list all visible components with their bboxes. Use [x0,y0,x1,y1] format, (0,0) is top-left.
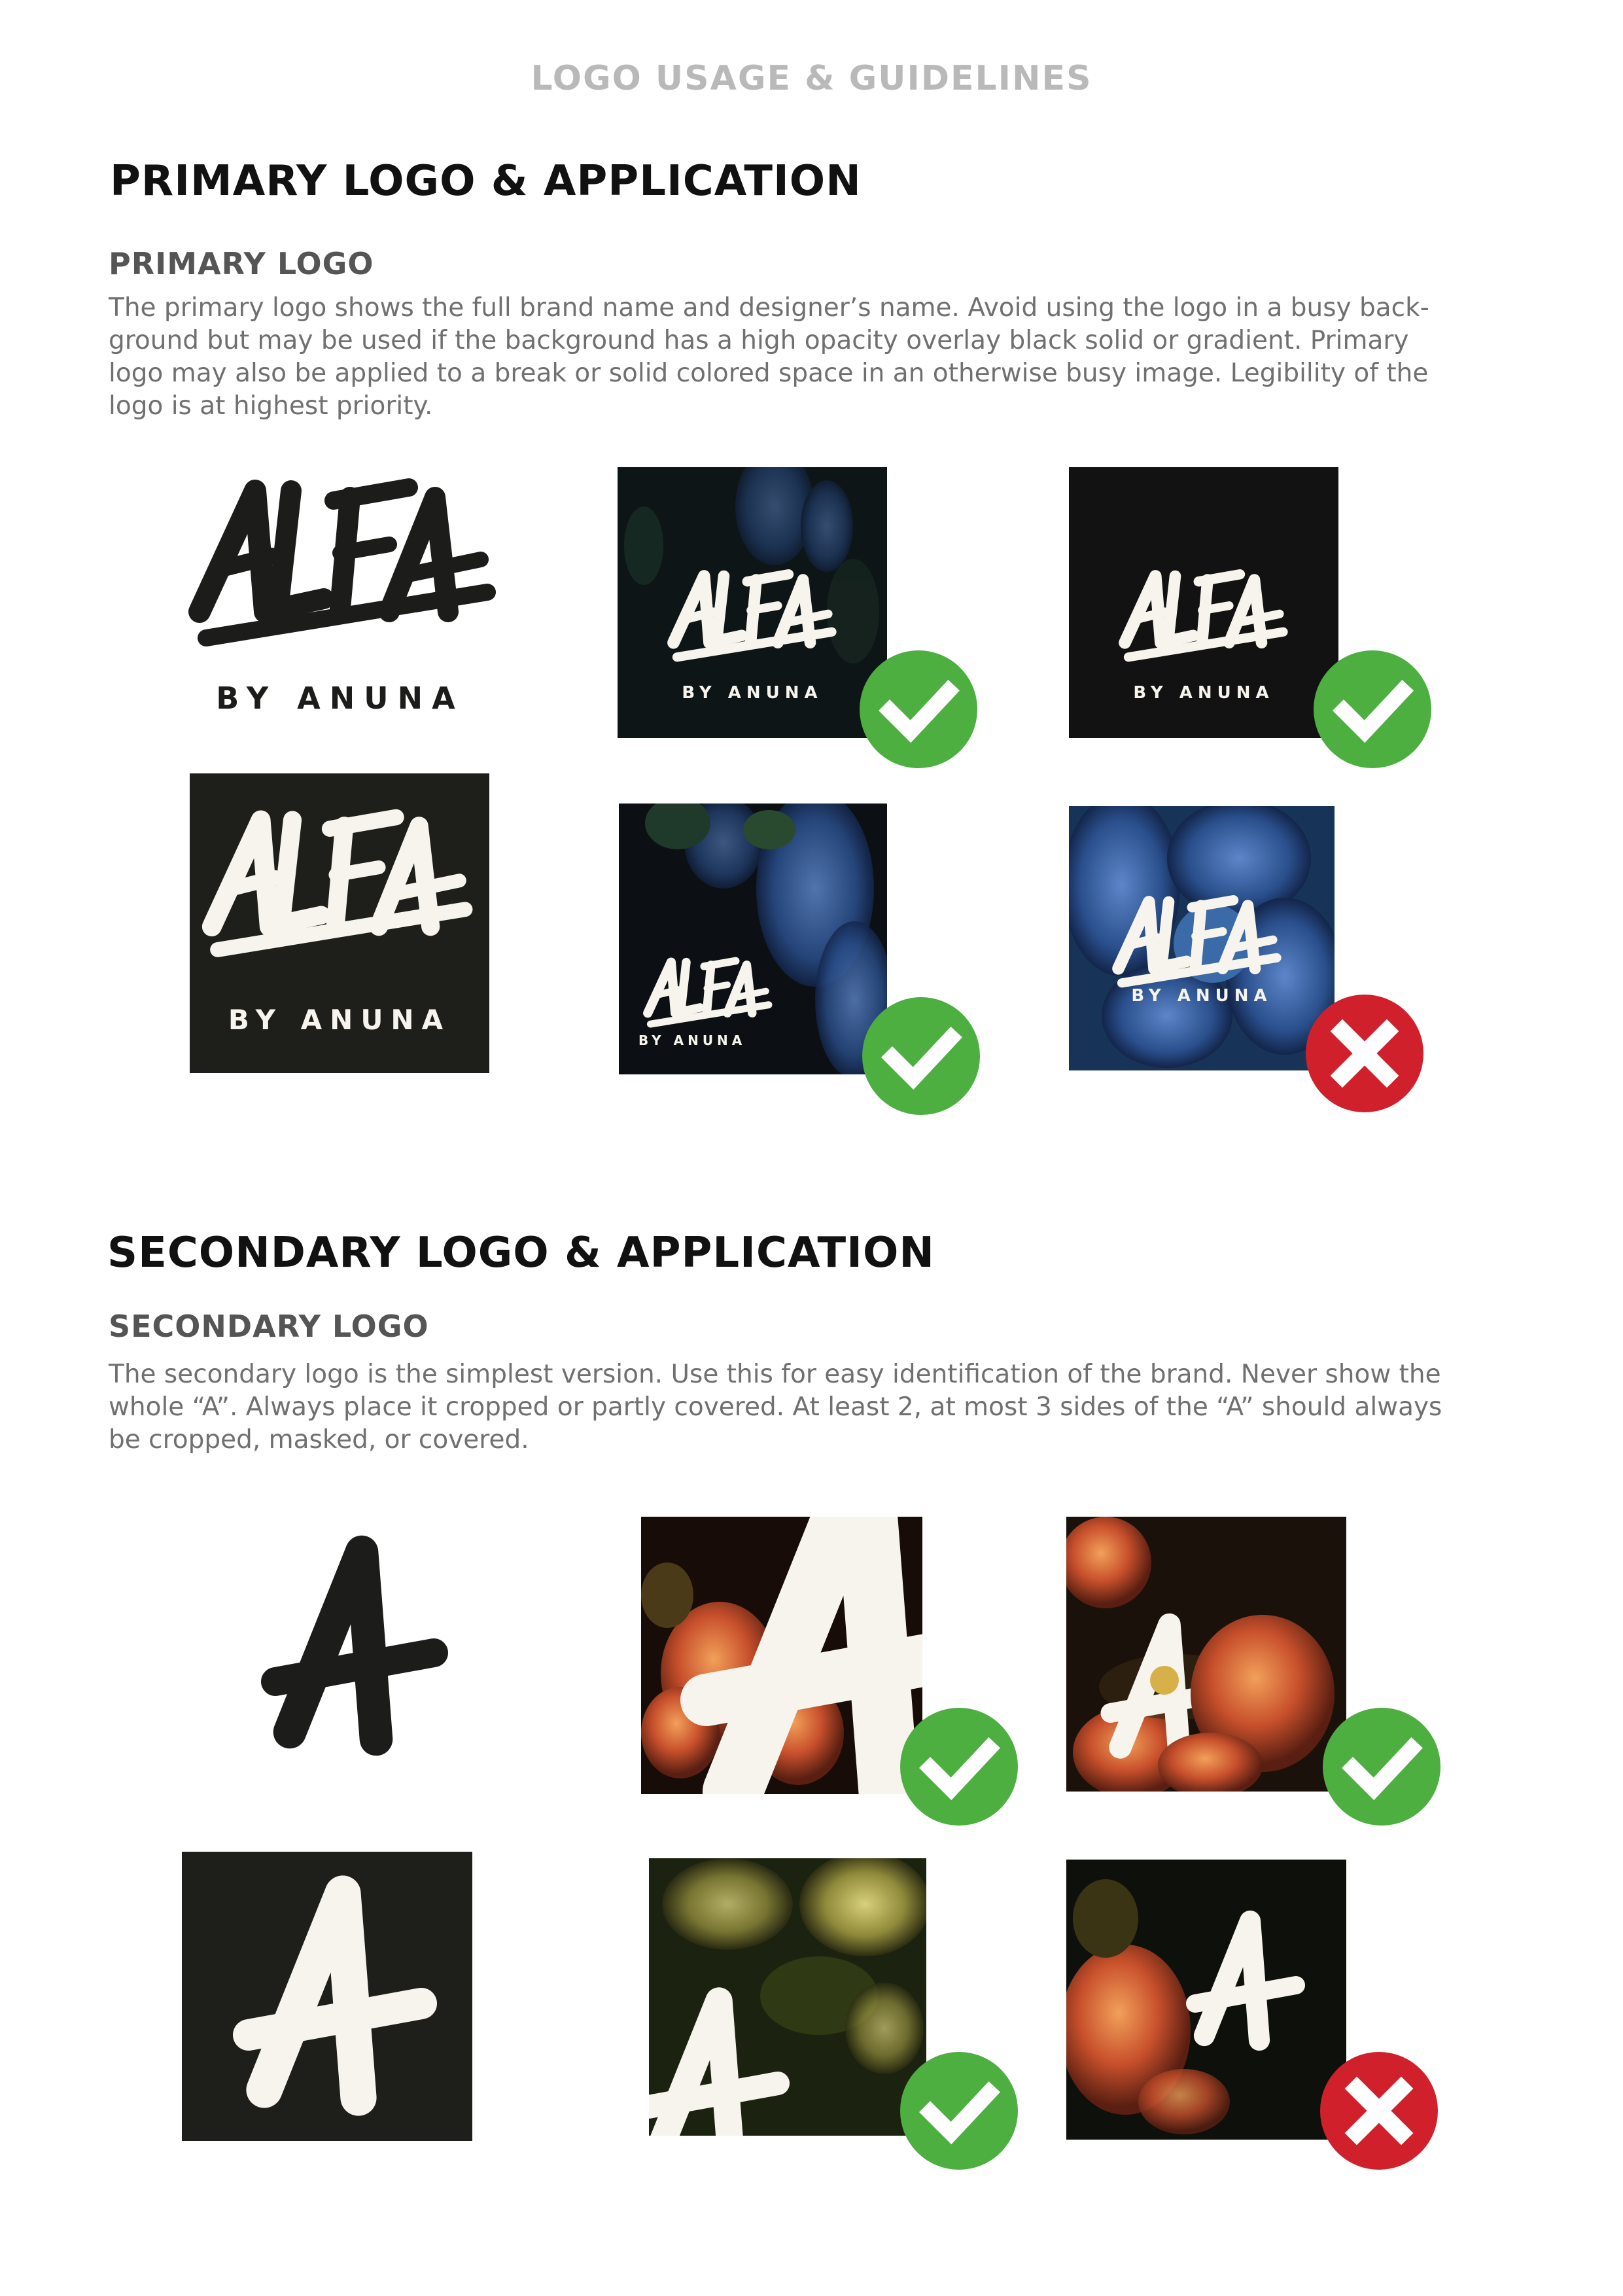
check-icon [1312,649,1433,769]
page-header: LOGO USAGE & GUIDELINES [531,59,1092,98]
flower-photo [1066,1860,1346,2140]
logo-byline: BY ANUNA [1133,683,1274,703]
logo-byline: BY ANUNA [1131,986,1272,1006]
check-icon [1321,1706,1442,1827]
a-mark-image [249,1511,458,1786]
secondary-section-title: SECONDARY LOGO & APPLICATION [107,1229,935,1277]
check-badge [899,2051,1019,2171]
primary-description-line: logo may also be applied to a break or solid colored space in an otherwise busy image. Legibility of the [109,359,1429,388]
check-badge [899,1706,1019,1827]
wisteria-busy-photo [1069,806,1335,1070]
x-badge [1319,2051,1439,2171]
secondary-description [109,1358,1548,1457]
primary-logo-black-on-white [183,458,497,733]
check-icon [861,996,981,1116]
secondary-cropped-large [641,1517,922,1794]
primary-description [109,292,1535,423]
check-badge [861,996,981,1116]
secondary-description-line: be cropped, masked, or covered. [109,1425,529,1455]
flower-photo [1066,1517,1346,1792]
secondary-reversed-block [182,1852,472,2141]
secondary-partly-covered [1066,1517,1346,1792]
secondary-mark-black [249,1511,458,1786]
primary-subtitle: PRIMARY LOGO [109,246,374,281]
check-badge [1312,649,1433,769]
check-badge [1321,1706,1442,1827]
check-badge [858,649,979,769]
primary-description-line: logo is at highest priority. [109,391,433,421]
check-icon [899,2051,1019,2171]
secondary-whole-mark [1066,1860,1346,2140]
primary-section-title: PRIMARY LOGO & APPLICATION [110,157,862,205]
flower-photo [641,1517,922,1794]
x-badge [1304,993,1425,1114]
secondary-subtitle: SECONDARY LOGO [109,1309,429,1344]
yellow-flower-photo [649,1858,926,2136]
primary-busy-center-placement [1069,806,1335,1070]
logo-byline: BY ANUNA [216,680,464,716]
logo-byline: BY ANUNA [682,683,823,703]
primary-dark-overlay-wisteria [618,467,887,738]
check-icon [899,1706,1019,1827]
check-icon [858,649,979,769]
logo-byline: BY ANUNA [638,1033,746,1048]
primary-reversed-block [190,773,489,1073]
close-icon [1304,993,1425,1114]
primary-description-line: ground but may be used if the background has a high opacity overlay black solid or gradient. Primary [109,326,1409,355]
logo-byline: BY ANUNA [228,1004,451,1036]
primary-busy-corner-placement [619,804,887,1074]
primary-solid-black [1069,467,1338,738]
secondary-description-line: whole “A”. Always place it cropped or partly covered. At least 2, at most 3 sides of the “A” should always [109,1392,1442,1422]
secondary-description-line: The secondary logo is the simplest version. Use this for easy identification of the brand. Never show the [109,1360,1441,1389]
a-mark-image [182,1852,472,2141]
secondary-cropped-corner [649,1858,926,2136]
primary-description-line: The primary logo shows the full brand name and designer’s name. Avoid using the logo in a busy back- [109,293,1429,323]
close-icon [1319,2051,1439,2171]
